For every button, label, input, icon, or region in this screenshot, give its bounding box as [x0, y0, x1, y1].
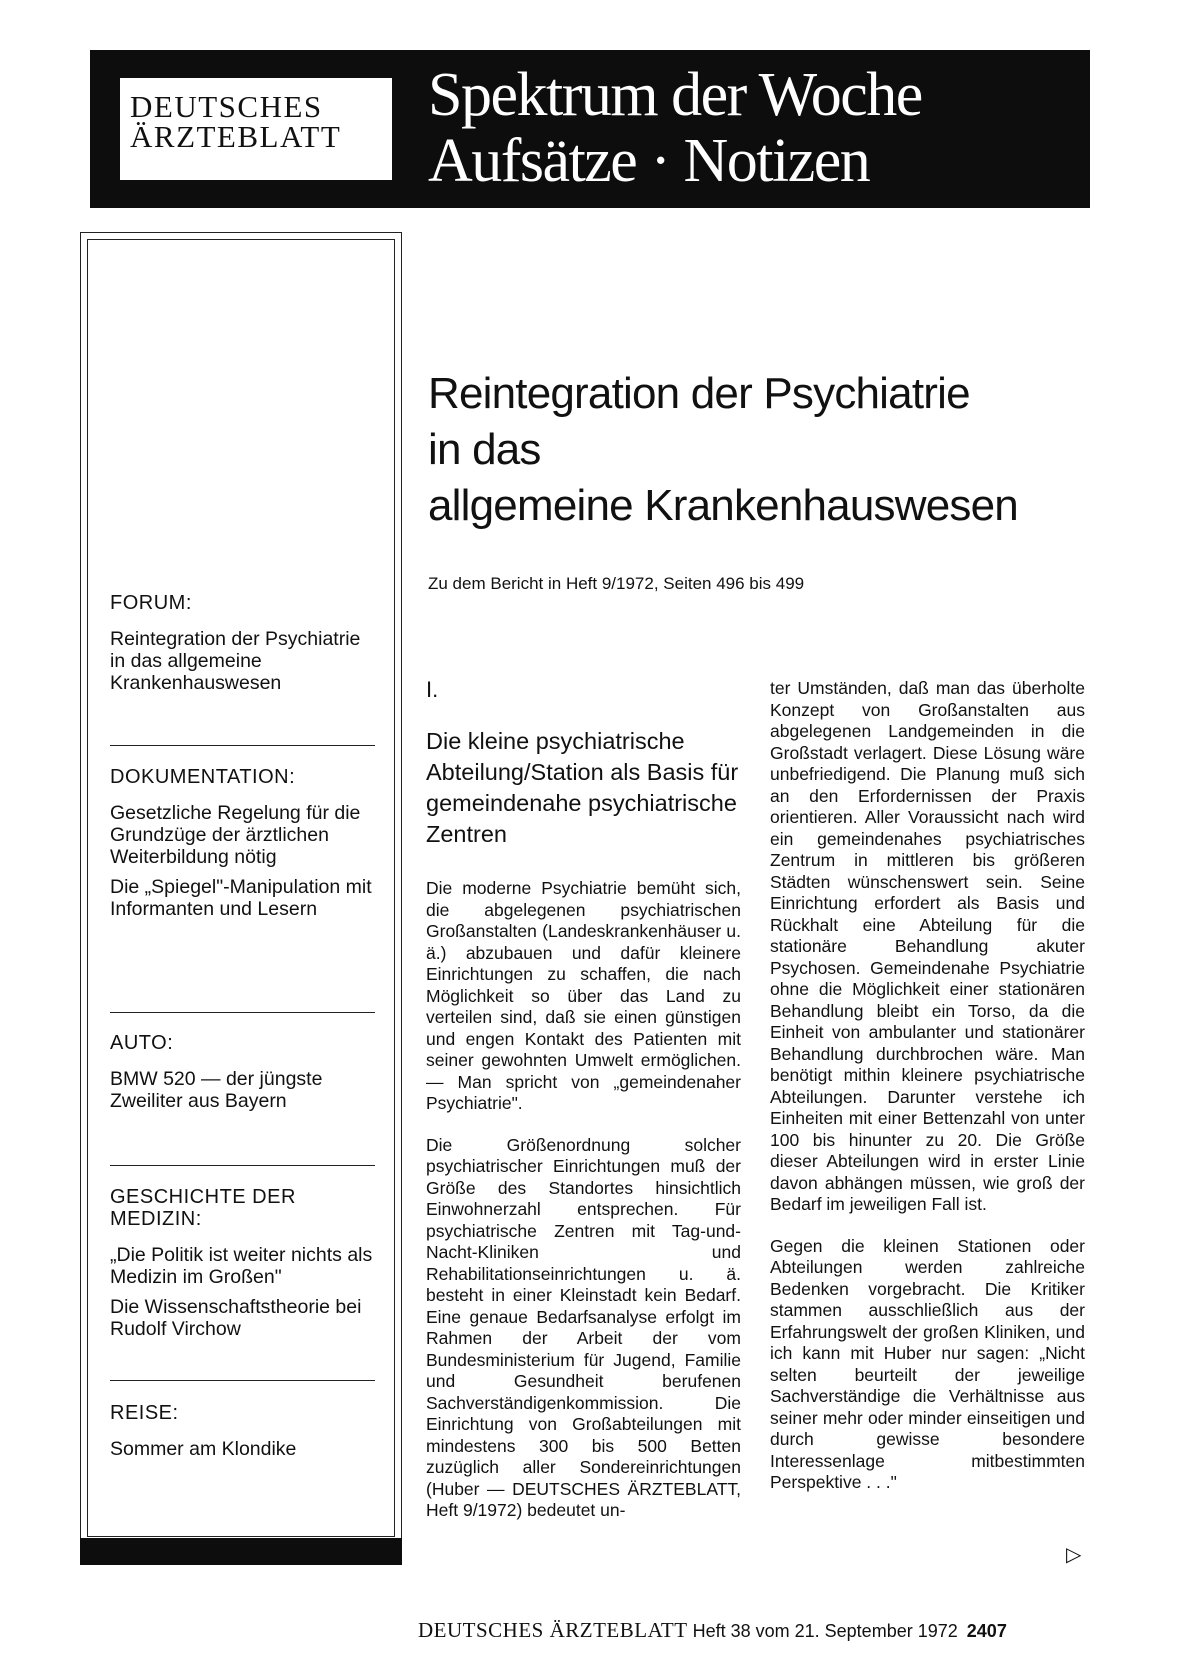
sidebar-heading: GESCHICHTE DER MEDIZIN:: [110, 1186, 296, 1230]
sidebar-heading: AUTO:: [110, 1032, 174, 1054]
sidebar-section-forum: [110, 592, 380, 702]
sidebar-heading: REISE:: [110, 1402, 179, 1424]
sidebar-section-dokumentation: [110, 766, 380, 928]
masthead: [90, 50, 1090, 208]
footer-issue: Heft 38 vom 21. September 1972: [692, 1621, 958, 1641]
article-subtitle: Zu dem Bericht in Heft 9/1972, Seiten 496 bis 499: [428, 574, 805, 593]
masthead-title-line-1: Spektrum der Woche: [428, 61, 922, 129]
sidebar-entry[interactable]: Die „Spiegel"-Manipulation mit Informanten und Lesern: [110, 876, 372, 920]
page-footer: [418, 1618, 1007, 1643]
article-title-line-1: Reintegration der Psychiatrie: [428, 369, 970, 418]
body-paragraph: Die Größenordnung solcher psychiatrischer Einrichtungen muß der Größe des Standortes hinsichtlich Einwohnerzahl entsprechen. Für psychiatrische Zentren mit Tag-und-Nacht-Kliniken und Rehabilitationseinrichtungen u. ä. besteht in einer Kleinstadt kein Bedarf. Eine genaue Bedarfsanalyse erfolgt im Rahmen der Arbeit der vom Bundesministerium für Jugend, Familie und Gesundheit berufenen Sachverständigenkommission. Die Einrichtung von Großabteilungen mit mindestens 300 bis 500 Betten zuzüglich aller Sondereinrichtungen (Huber — DEUTSCHES ÄRZTEBLATT, Heft 9/1972) bedeutet un-: [426, 1134, 741, 1520]
masthead-title: [428, 62, 922, 194]
logo-line-1: DEUTSCHES: [130, 89, 323, 124]
sidebar-heading: DOKUMENTATION:: [110, 766, 296, 788]
body-paragraph: Die moderne Psychiatrie bemüht sich, die abgelegenen psychiatrischen Großanstalten (Landeskrankenhäuser u. ä.) abzubauen und dafür kleinere Einrichtungen zu schaffen, die nach Möglichkeit so über das Land zu verteilen sind, daß sie einen günstigen und engen Kontakt des Patienten mit seiner gewohnten Umwelt ermöglichen. — Man spricht von „gemeindenaher Psychiatrie".: [426, 878, 741, 1113]
sidebar-entry[interactable]: Die Wissenschaftstheorie bei Rudolf Virchow: [110, 1296, 362, 1340]
section-number: I.: [426, 677, 439, 702]
sidebar-divider: [110, 1165, 375, 1166]
page-number: 2407: [966, 1621, 1007, 1641]
article-column-left: [426, 678, 741, 1542]
sidebar-entry[interactable]: BMW 520 — der jüngste Zweiliter aus Bayern: [110, 1068, 323, 1112]
sidebar-section-geschichte: [110, 1186, 380, 1348]
masthead-title-line-2: Aufsätze · Notizen: [428, 127, 870, 195]
logo-line-2: ÄRZTEBLATT: [130, 119, 342, 154]
sidebar-divider: [110, 1380, 375, 1381]
sidebar-entry[interactable]: „Die Politik ist weiter nichts als Medizin im Großen": [110, 1244, 373, 1288]
sidebar-section-auto: [110, 1032, 380, 1120]
section-heading: Die kleine psychiatrische Abteilung/Station als Basis für gemeindenahe psychiatrische Zentren: [426, 728, 739, 847]
continue-arrow-icon: ▷: [1066, 1544, 1082, 1566]
body-paragraph: ter Umständen, daß man das überholte Konzept von Großanstalten aus abgelegenen Landgemeinden in die Großstadt verlagert. Diese Lösung wäre unbefriedigend. Die Planung muß sich an den Erfordernissen der Praxis orientieren. Aller Voraussicht nach wird ein gemeindenahes psychiatrisches Zentrum in mittleren bis größeren Städten wünschenswert sein. Seine Einrichtung erfordert als Basis und Rückhalt eine Abteilung für die stationäre Behandlung akuter Psychosen. Gemeindenahe Psychiatrie ohne die Möglichkeit einer stationären Behandlung bleibt ein Torso, da die Einheit von ambulanter und stationärer Behandlung durchbrochen wäre. Man benötigt mithin kleinere psychiatrische Abteilungen. Darunter verstehe ich Einheiten mit einer Bettenzahl von unter 100 bis hinunter zu 20. Die Größe dieser Abteilungen wird in erster Linie davon abhängen müssen, wie groß der Bedarf im jeweiligen Fall ist.: [770, 678, 1085, 1214]
sidebar-divider: [110, 745, 375, 746]
article-title: [428, 366, 1018, 534]
sidebar-entry[interactable]: Gesetzliche Regelung für die Grundzüge der ärztlichen Weiterbildung nötig: [110, 802, 361, 868]
sidebar-footer-bar: [80, 1538, 402, 1565]
article-column-right: [770, 678, 1085, 1514]
sidebar-heading: FORUM:: [110, 592, 192, 614]
sidebar-entry[interactable]: Sommer am Klondike: [110, 1438, 297, 1460]
footer-brand: DEUTSCHES ÄRZTEBLATT: [418, 1618, 688, 1642]
article-title-line-2: in das: [428, 425, 541, 474]
sidebar-section-reise: [110, 1402, 380, 1468]
article-title-line-3: allgemeine Krankenhauswesen: [428, 481, 1018, 530]
sidebar-entry[interactable]: Reintegration der Psychiatrie in das allgemeine Krankenhauswesen: [110, 628, 361, 694]
journal-logo: [120, 78, 392, 180]
sidebar-divider: [110, 1012, 375, 1013]
body-paragraph: Gegen die kleinen Stationen oder Abteilungen werden zahlreiche Bedenken vorgebracht. Die Kritiker stammen ausschließlich aus der Erfahrungswelt der großen Kliniken, und ich kann mit Huber nur sagen: „Nicht selten beurteilt der jeweilige Sachverständige die Verhältnisse aus seiner mehr oder minder einseitigen und durch gewisse besondere Interessenlage mitbestimmten Perspektive . . .": [770, 1235, 1085, 1492]
